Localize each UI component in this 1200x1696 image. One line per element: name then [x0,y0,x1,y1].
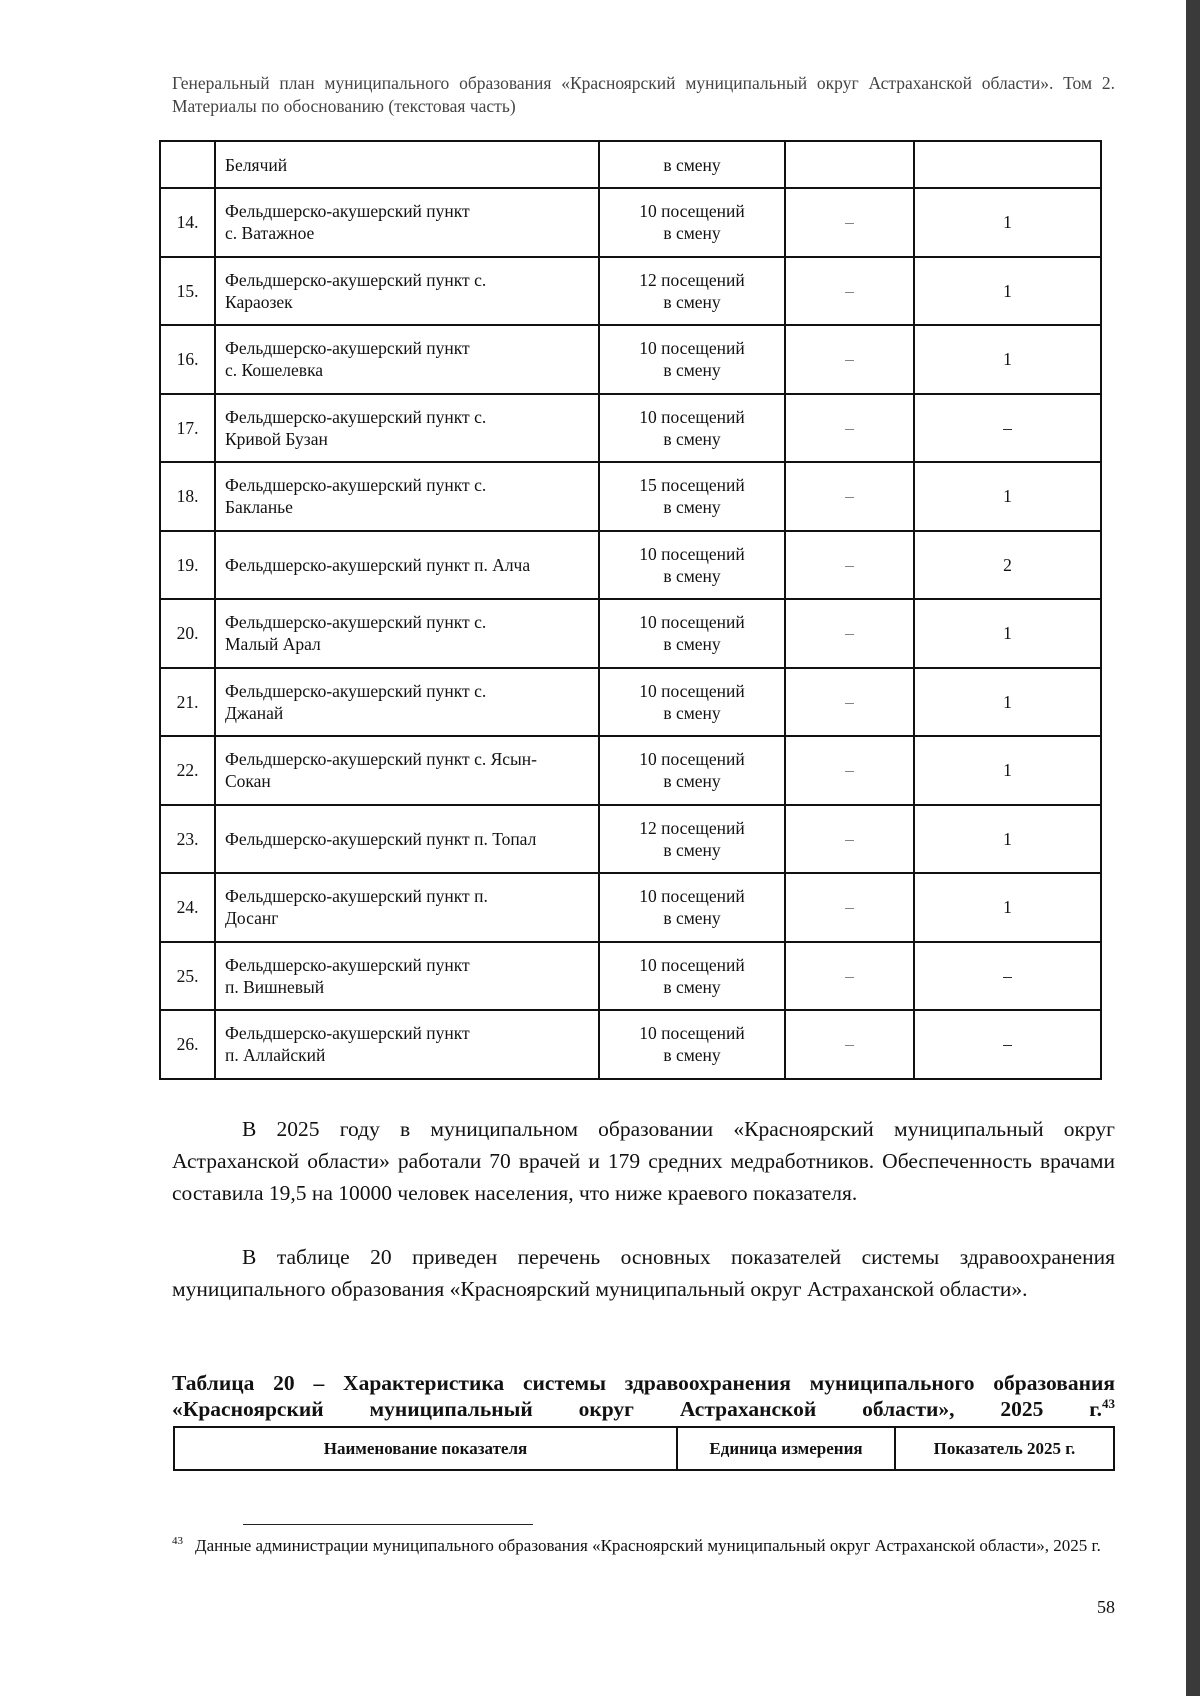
footnote-text: Данные администрации муниципального образования «Красноярский муниципальный округ Астраханской области», 2025 г. [195,1536,1101,1555]
row-number-cell: 22. [160,736,215,805]
capacity-value: 10 посещений [639,612,745,633]
existing-cell: – [785,531,914,600]
facility-name-cell: Фельдшерско-акушерский пункт с. Ватажное [215,188,599,257]
facility-name-cell: Фельдшерско-акушерский пункт с. Малый Арал [215,599,599,668]
capacity-value: 10 посещений [639,201,745,222]
facility-name-cell: Фельдшерско-акушерский пункт п. Топал [215,805,599,874]
capacity-value: 10 посещений [639,543,745,564]
footnote-separator [243,1524,533,1525]
existing-cell: – [785,325,914,394]
facility-name-cell: Белячий [215,141,599,188]
table20-footnote-ref: 43 [1102,1395,1115,1411]
capacity-unit: в смену [663,908,721,929]
capacity-cell [599,188,785,257]
facility-name-cell: Фельдшерско-акушерский пункт п. Вишневый [215,942,599,1011]
existing-cell: – [785,805,914,874]
capacity-value: 10 посещений [639,749,745,770]
table20-header-value: Показатель 2025 г. [895,1427,1114,1470]
table-row [160,462,1101,531]
row-number-cell: 25. [160,942,215,1011]
planned-cell: – [914,942,1101,1011]
existing-cell [785,141,914,188]
capacity-value: 10 посещений [639,338,745,359]
paragraph-table-intro: В таблице 20 приведен перечень основных показателей системы здравоохранения муниципального образования «Красноярский муниципальный округ Астраханской области». [172,1245,1115,1301]
capacity-value: 10 посещений [639,406,745,427]
table20-header [173,1426,1115,1471]
capacity-value: 10 посещений [639,680,745,701]
capacity-unit: в смену [663,702,721,723]
facilities-table-body [160,141,1101,1079]
capacity-cell [599,873,785,942]
capacity-unit: в смену [663,771,721,792]
capacity-cell [599,1010,785,1079]
paragraph-doctors: В 2025 году в муниципальном образовании «Красноярский муниципальный округ Астраханской области» работали 70 врачей и 179 средних медработников. Обеспеченность врачами составила 19,5 на 10000 человек населения, что ниже краевого показателя. [172,1117,1115,1205]
existing-cell: – [785,462,914,531]
capacity-unit: в смену [663,839,721,860]
capacity-cell [599,736,785,805]
facility-name-cell: Фельдшерско-акушерский пункт с. Джанай [215,668,599,737]
planned-cell: – [914,394,1101,463]
facility-name-cell: Фельдшерско-акушерский пункт п. Алча [215,531,599,600]
capacity-cell [599,668,785,737]
capacity-value: 10 посещений [639,1023,745,1044]
row-number-cell: 18. [160,462,215,531]
capacity-cell [599,531,785,600]
existing-cell: – [785,942,914,1011]
capacity-unit: в смену [663,223,721,244]
footnote-mark: 43 [172,1535,183,1548]
capacity-cell [599,325,785,394]
capacity-cell [599,141,785,188]
planned-cell: 1 [914,873,1101,942]
row-number-cell: 24. [160,873,215,942]
capacity-unit: в смену [663,976,721,997]
capacity-cell [599,462,785,531]
table-row [160,188,1101,257]
table-row [160,873,1101,942]
capacity-unit: в смену [663,497,721,518]
existing-cell: – [785,668,914,737]
planned-cell: 2 [914,531,1101,600]
capacity-unit: в смену [663,565,721,586]
planned-cell: 1 [914,188,1101,257]
row-number-cell: 16. [160,325,215,394]
table-row [160,257,1101,326]
planned-cell [914,141,1101,188]
capacity-cell [599,805,785,874]
capacity-unit: в смену [663,360,721,381]
existing-cell: – [785,1010,914,1079]
planned-cell: 1 [914,462,1101,531]
page-number: 58 [1097,1597,1115,1617]
existing-cell: – [785,873,914,942]
planned-cell: 1 [914,736,1101,805]
facility-name-cell: Фельдшерско-акушерский пункт с. Кошелевка [215,325,599,394]
row-number-cell: 20. [160,599,215,668]
facilities-table [159,140,1102,1080]
facility-name-cell: Фельдшерско-акушерский пункт с. Бакланье [215,462,599,531]
row-number-cell: 14. [160,188,215,257]
row-number-cell: 17. [160,394,215,463]
table-row [160,736,1101,805]
existing-cell: – [785,188,914,257]
table-row [160,531,1101,600]
table20-caption [172,1370,1115,1422]
row-number-cell [160,141,215,188]
row-number-cell: 21. [160,668,215,737]
capacity-cell [599,599,785,668]
existing-cell: – [785,736,914,805]
facility-name-cell: Фельдшерско-акушерский пункт с. Ясын- Сокан [215,736,599,805]
capacity-cell [599,257,785,326]
capacity-cell [599,394,785,463]
facility-name-cell: Фельдшерско-акушерский пункт с. Караозек [215,257,599,326]
planned-cell: – [914,1010,1101,1079]
capacity-cell [599,942,785,1011]
capacity-value: 10 посещений [639,954,745,975]
facility-name-cell: Фельдшерско-акушерский пункт п. Досанг [215,873,599,942]
page-edge [1186,0,1200,1696]
table-row [160,668,1101,737]
table20-header-name: Наименование показателя [174,1427,677,1470]
existing-cell: – [785,394,914,463]
table-row [160,805,1101,874]
facility-name-cell: Фельдшерско-акушерский пункт с. Кривой Бузан [215,394,599,463]
planned-cell: 1 [914,325,1101,394]
row-number-cell: 15. [160,257,215,326]
existing-cell: – [785,257,914,326]
running-header: Генеральный план муниципального образования «Красноярский муниципальный округ Астраханской области». Том 2. Материалы по обоснованию (текстовая часть) [172,73,1115,116]
table20-header-row [174,1427,1114,1470]
capacity-unit: в смену [663,154,721,175]
table20-header-unit: Единица измерения [677,1427,895,1470]
capacity-unit: в смену [663,634,721,655]
capacity-value: 12 посещений [639,817,745,838]
capacity-value: 10 посещений [639,886,745,907]
capacity-unit: в смену [663,1045,721,1066]
table-row [160,1010,1101,1079]
capacity-unit: в смену [663,428,721,449]
capacity-value: 12 посещений [639,269,745,290]
planned-cell: 1 [914,668,1101,737]
existing-cell: – [785,599,914,668]
planned-cell: 1 [914,257,1101,326]
planned-cell: 1 [914,599,1101,668]
planned-cell: 1 [914,805,1101,874]
table-row [160,141,1101,188]
table-row [160,599,1101,668]
capacity-value: 15 посещений [639,475,745,496]
table-row [160,942,1101,1011]
row-number-cell: 26. [160,1010,215,1079]
table20-caption-text: Таблица 20 – Характеристика системы здравоохранения муниципального образования «Красноярский муниципальный округ Астраханской области», 2025 г. [172,1371,1115,1421]
row-number-cell: 19. [160,531,215,600]
row-number-cell: 23. [160,805,215,874]
capacity-unit: в смену [663,291,721,312]
footnote [172,1534,1115,1558]
table-row [160,325,1101,394]
table-row [160,394,1101,463]
facility-name-cell: Фельдшерско-акушерский пункт п. Аллайский [215,1010,599,1079]
